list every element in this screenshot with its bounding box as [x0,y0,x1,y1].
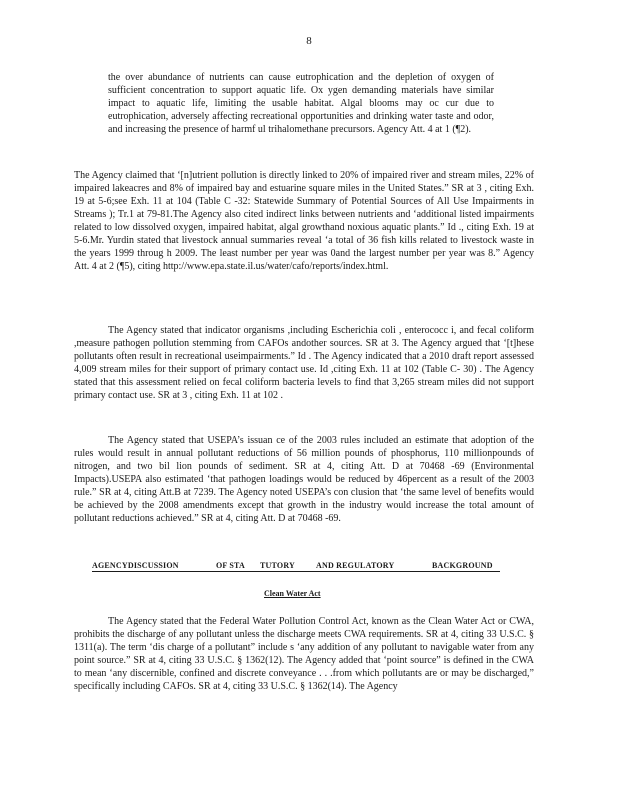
block-quote: the over abundance of nutrients can cause eutrophication and the depletion of oxygen of sufficient concentration to support aquatic life. Ox ygen demanding materials have similar impact to aquatic life, limiting the usable habitat. Algal blooms may oc cur due to eutrophication, adversely affecting recreational opportunities and drinking water taste and odor, and increasing the presence of harmf ul trihalomethane precursors. Agency Att. 4 at 1 (¶2). [108,72,494,135]
heading-part-4: AND REGULATORY [316,561,395,570]
paragraph-usepa-rules: The Agency stated that USEPA’s issuan ce of the 2003 rules included an estimate that adoption of the rules would result in annual pollutant reductions of 56 million pounds of phosphorus, 110 millionpounds of nitrogen, and two bil lion pounds of sediment. SR at 4, citing Att. D at 70468 -69 (Environmental Impacts).USEPA also estimated ‘that pathogen loadings would be reduced by 46percent as a result of the 2003 rule.” SR at 4, citing Att.B at 7239. The Agency noted USEPA’s con clusion that ‘the same level of benefits would be achieved by the 2008 amendments except that growth in the industry would increase the total amount of pollutant reductions achieved.” SR at 4, citing Att. D at 70468 -69. [74,435,534,524]
heading-rule [92,571,500,572]
heading-part-3: TUTORY [260,561,296,570]
page-number: 8 [306,35,312,47]
subheading: Clean Water Act [264,589,321,598]
heading-part-2: OF STA [216,561,245,570]
heading-part-1: AGENCYDISCUSSION [92,561,179,570]
heading-part-5: BACKGROUND [432,561,493,570]
paragraph-nutrient-pollution: The Agency claimed that ‘[n]utrient pollution is directly linked to 20% of impaired river and stream miles, 22% of impaired lakeacres and 8% of impaired bay and estuarine square miles in the United States.” SR at 3 , citing Exh. 19 at 5-6;see Exh. 11 at 104 (Table C -32: Statewide Summary of Potential Sources of All Use Impairments in Streams ); Tr.1 at 79-81.The Agency also cited indirect links between nutrients and ‘additional listed impairments related to low dissolved oxygen, impaired habitat, algal growthand noxious aquatic plants.” Id ., citing Exh. 19 at 5-6.Mr. Yurdin stated that livestock annual summaries reveal ‘a total of 36 fish kills related to livestock waste in the years 1999 throug h 2009. The least number per year was 0and the largest number per year was 8.” Agency Att. 4 at 2 (¶5), citing http://www.epa.state.il.us/water/cafo/reports/index.html. [74,170,534,272]
paragraph-indicator-organisms: The Agency stated that indicator organisms ,including Escherichia coli , enterococc i, and fecal coliform ,measure pathogen pollution stemming from CAFOs andother sources. SR at 3. The Agency argued that ‘[t]hese pollutants often result in recreational useimpairments.” Id . The Agency indicated that a 2010 draft report assessed 4,009 stream miles for their support of primary contact use. Id ,citing Exh. 11 at 102 (Table C- 30) . The Agency stated that this assessment relied on fecal coliform bacteria levels to find that 3,265 stream miles did not support primary contact use. SR at 3 , citing Exh. 11 at 102 . [74,325,534,401]
paragraph-clean-water-act: The Agency stated that the Federal Water Pollution Control Act, known as the Clean Water Act or CWA, prohibits the discharge of any pollutant unless the discharge meets CWA requirements. SR at 4, citing 33 U.S.C. § 1311(a). The term ‘dis charge of a pollutant” include s ‘any addition of any pollutant to navigable water from any point source.” SR at 4, citing 33 U.S.C. § 1362(12). The Agency added that ‘point source” is defined in the CWA to mean ‘any discernible, confined and discrete conveyance . . .from which pollutants are or may be discharged,” specifically including CAFOs. SR at 4, citing 33 U.S.C. § 1362(14). The Agency [74,616,534,692]
